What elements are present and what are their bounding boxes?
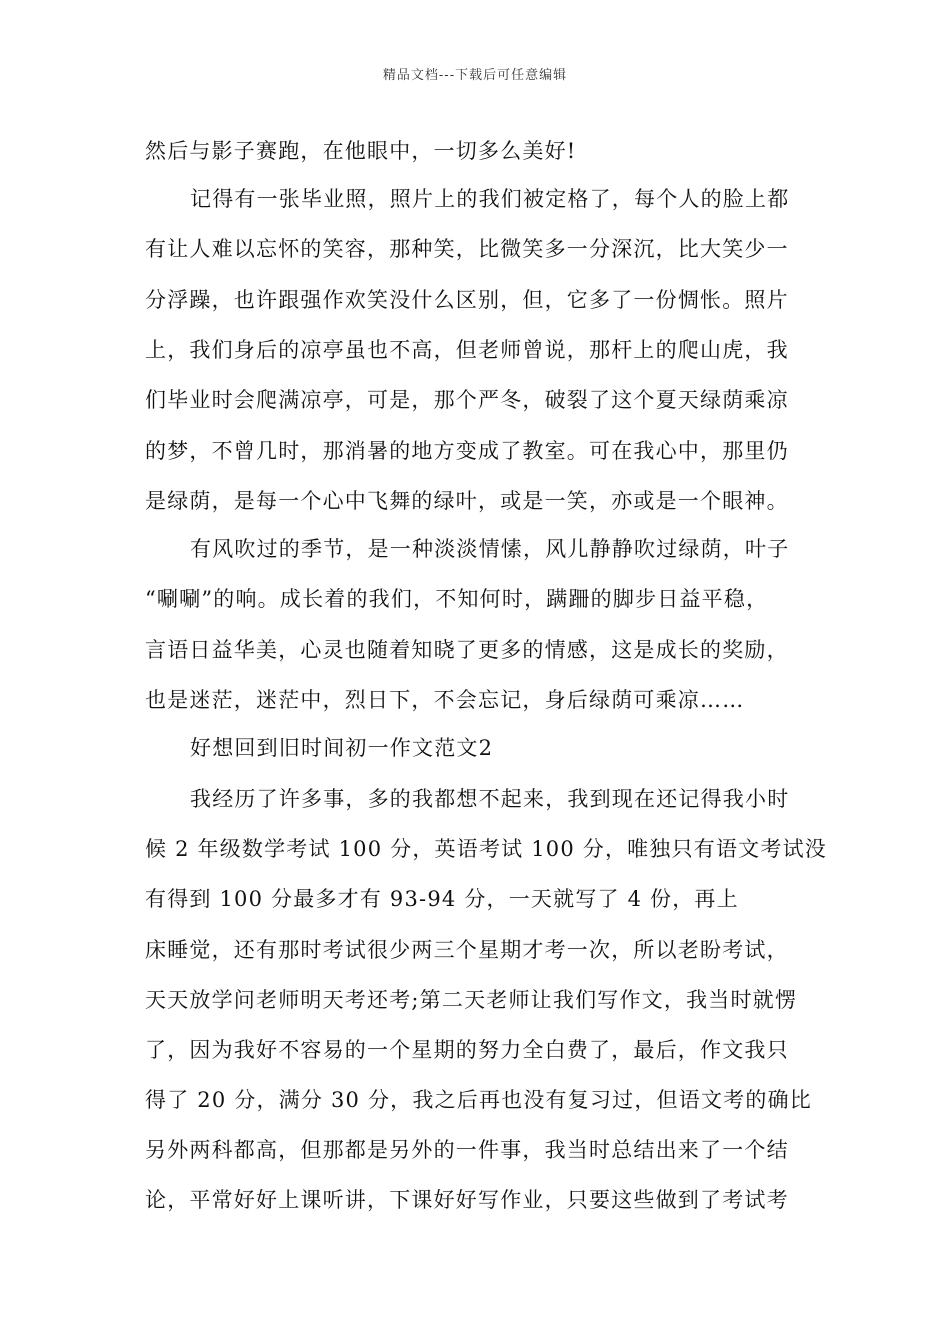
page-header: 精品文档---下载后可任意编辑 — [382, 68, 568, 83]
text-line: 也是迷茫，迷茫中，烈日下，不会忘记，身后绿荫可乘凉…… — [145, 688, 745, 712]
text-line: 有得到 100 分最多才有 93-94 分，一天就写了 4 份，再上 — [145, 887, 739, 911]
text-line: “唰唰”的响。成长着的我们，不知何时，蹒跚的脚步日益平稳， — [145, 587, 769, 611]
section-heading: 好想回到旧时间初一作文范文2 — [190, 736, 494, 760]
text-line: 们毕业时会爬满凉亭，可是，那个严冬，破裂了这个夏天绿荫乘凉 — [145, 388, 789, 412]
text-line: 有让人难以忘怀的笑容，那种笑，比微笑多一分深沉，比大笑少一 — [145, 237, 789, 261]
text-line: 候 2 年级数学考试 100 分，英语考试 100 分，唯独只有语文考试没 — [145, 837, 827, 861]
text-line: 天天放学问老师明天考还考;第二天老师让我们写作文，我当时就愣 — [145, 988, 798, 1012]
text-line: 的梦，不曾几时，那消暑的地方变成了教室。可在我心中，那里仍 — [145, 439, 789, 463]
text-line: 记得有一张毕业照，照片上的我们被定格了，每个人的脸上都 — [190, 187, 790, 211]
text-line: 了，因为我好不容易的一个星期的努力全白费了，最后，作文我只 — [145, 1038, 789, 1062]
text-line: 我经历了许多事，多的我都想不起来，我到现在还记得我小时 — [190, 787, 790, 811]
text-line: 言语日益华美，心灵也随着知晓了更多的情感，这是成长的奖励， — [145, 638, 789, 662]
text-line: 上，我们身后的凉亭虽也不高，但老师曾说，那杆上的爬山虎，我 — [145, 338, 789, 362]
text-line: 然后与影子赛跑，在他眼中，一切多么美好! — [145, 139, 577, 163]
text-line: 得了 20 分，满分 30 分，我之后再也没有复习过，但语文考的确比 — [145, 1088, 812, 1112]
text-line: 论，平常好好上课听讲，下课好好写作业，只要这些做到了考试考 — [145, 1188, 789, 1212]
text-line: 有风吹过的季节，是一种淡淡情愫，风儿静静吹过绿荫，叶子 — [190, 537, 790, 561]
text-line: 是绿荫，是每一个心中飞舞的绿叶，或是一笑，亦或是一个眼神。 — [145, 489, 789, 513]
text-line: 另外两科都高，但那都是另外的一件事，我当时总结出来了一个结 — [145, 1138, 789, 1162]
text-line: 床睡觉，还有那时考试很少两三个星期才考一次，所以老盼考试， — [145, 938, 789, 962]
text-line: 分浮躁，也许跟强作欢笑没什么区别，但，它多了一份惆怅。照片 — [145, 288, 789, 312]
